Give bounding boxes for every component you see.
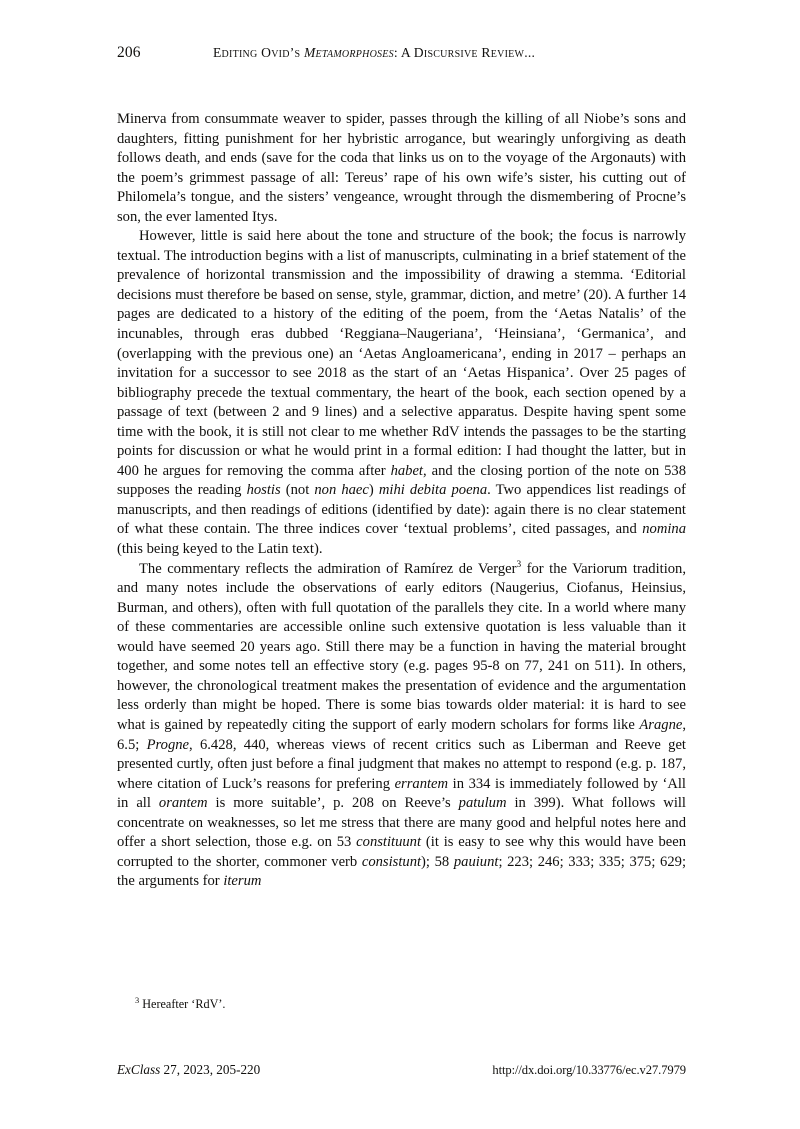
italic-term-mihi-debita-poena: mihi debita poena	[378, 482, 488, 499]
italic-term-errantem: errantem	[394, 775, 449, 792]
running-head-title	[213, 45, 535, 61]
paragraph-however: However, little is said here about the tone and structure of the book; the focus is narrowly textual. The introduction begins with a list of manuscripts, culminating in a brief statement of the prevalence of horizontal transmission and the impossibility of drawing a stemma. ‘Editorial decisions must therefore be based on sense, style, grammar, diction, and metre’ (20). A further 14 pages are dedicated to a history of the editing of the poem, from the ‘Aetas Natalis’ of the incunables, through eras dubbed ‘Reggiana–Naugeriana’, ‘Heinsiana’, ‘Germanica’, and (overlapping with the previous one) an ‘Aetas Angloamericana’, ending in 2017 – perhaps an invitation for a successor to see 2018 as the start of an ‘Aetas Hispanica’. Over 25 pages of bibliography precede the textual commentary, the heart of the book, each section opened by a passage of text (between 2 and 9 lines) and a selective apparatus. Despite having spent some time with the book, it is still not clear to me whether RdV intends the passages to be the starting points for discussion or what he would print in a formal edition: I had thought the latter, but in 400 he argues for removing the comma after habet, and the closing portion of the note on 538 supposes the reading hostis (not non haec) mihi debita poena. Two appendices list readings of manuscripts, and then readings of editions (identified by date): again there is no clear statement of what these contain. The three indices cover ‘textual problems’, cited passages, and nomina (this being keyed to the Latin text).	[117, 228, 687, 558]
italic-term-progne: Progne	[146, 736, 190, 753]
footnote-area	[117, 996, 686, 1012]
page-footer	[117, 1062, 686, 1078]
paragraph-commentary: The commentary reflects the admiration of Ramírez de Verger$^3$ for the Variorum tradition, and many notes include the observations of early editors (Naugerius, Ciofanus, Heinsius, Burman, and others), often with full quotation of the parallels they cite. In a world where many of these commentaries are accessible online such extensive quotation is less valuable than it would have seemed 20 years ago. Still there may be a function in having the material brought together, and some notes tell an effective story (e.g. pages 95-8 on 77, 241 on 511). In others, however, the chronological treatment makes the presentation of evidence and the argumentation less orderly than might be hoped. There is some bias towards older material: it is hard to see what is gained by repeatedly citing the support of early modern scholars for forms like Aragne, 6.5; Progne, 6.428, 440, whereas views of recent critics such as Liberman and Reeve get presented curtly, often just before a final judgment that makes no attempt to respond (e.g. p. 187, where citation of Luck’s reasons for prefering errantem in 334 is immediately followed by ‘All in all orantem is more suitable’, p. 208 on Reeve’s patulum in 399). What follows will concentrate on weaknesses, so let me stress that there are many good and helpful notes here and offer a short selection, those e.g. on 53 constituunt (it is easy to see why this would have been corrupted to the shorter, commoner verb consistunt); 58 pauiunt; 223; 246; 333; 335; 375; 629; the arguments for iterum	[117, 559, 686, 890]
italic-term-habet: habet	[390, 462, 423, 479]
footnote-3	[117, 996, 686, 1012]
footnote-reference-3[interactable]: 3	[516, 559, 522, 570]
running-head	[117, 44, 685, 64]
journal-volume-pages: 27, 2023, 205-220	[160, 1062, 261, 1077]
running-head-title-italic: Metamorphoses	[303, 45, 394, 60]
italic-term-patulum: patulum	[458, 795, 507, 812]
running-head-title-pre: Editing Ovid’s	[213, 45, 304, 60]
italic-term-aragne: Aragne	[639, 716, 683, 733]
italic-term-hostis: hostis	[246, 482, 281, 499]
italic-term-constituunt: constituunt	[356, 834, 422, 851]
italic-term-non-haec: non haec	[314, 482, 369, 499]
paragraph-minerva: Minerva from consummate weaver to spider, passes through the killing of all Niobe’s sons and daughters, fitting punishment for her hybristic arrogance, but wearingly unforgiving as death follows death, and ends (save for the coda that links us on to the voyage of the Argonauts) with the poem’s grimmest passage of all: Tereus’ rape of his own wife’s sister, his cutting out of Philomela’s tongue, and the sisters’ vengeance, wrought through the dismembering of Procne’s son, the ever lamented Itys.	[117, 111, 686, 225]
footnote-3-text: Hereafter ‘RdV’.	[142, 997, 226, 1011]
page-number: 206	[117, 44, 141, 61]
italic-term-consistunt: consistunt	[361, 853, 422, 870]
italic-term-orantem: orantem	[158, 795, 208, 812]
doi-link[interactable]: http://dx.doi.org/10.33776/ec.v27.7979	[492, 1063, 686, 1077]
italic-term-pauiunt: pauiunt	[453, 853, 499, 870]
journal-name: ExClass	[117, 1062, 161, 1077]
journal-citation	[117, 1062, 260, 1078]
italic-term-iterum: iterum	[223, 873, 262, 890]
footnote-marker-3: 3	[135, 995, 140, 1005]
italic-term-nomina: nomina	[642, 521, 686, 538]
body-text-column	[117, 110, 686, 892]
running-head-title-post: : A Discursive Review...	[393, 45, 536, 60]
